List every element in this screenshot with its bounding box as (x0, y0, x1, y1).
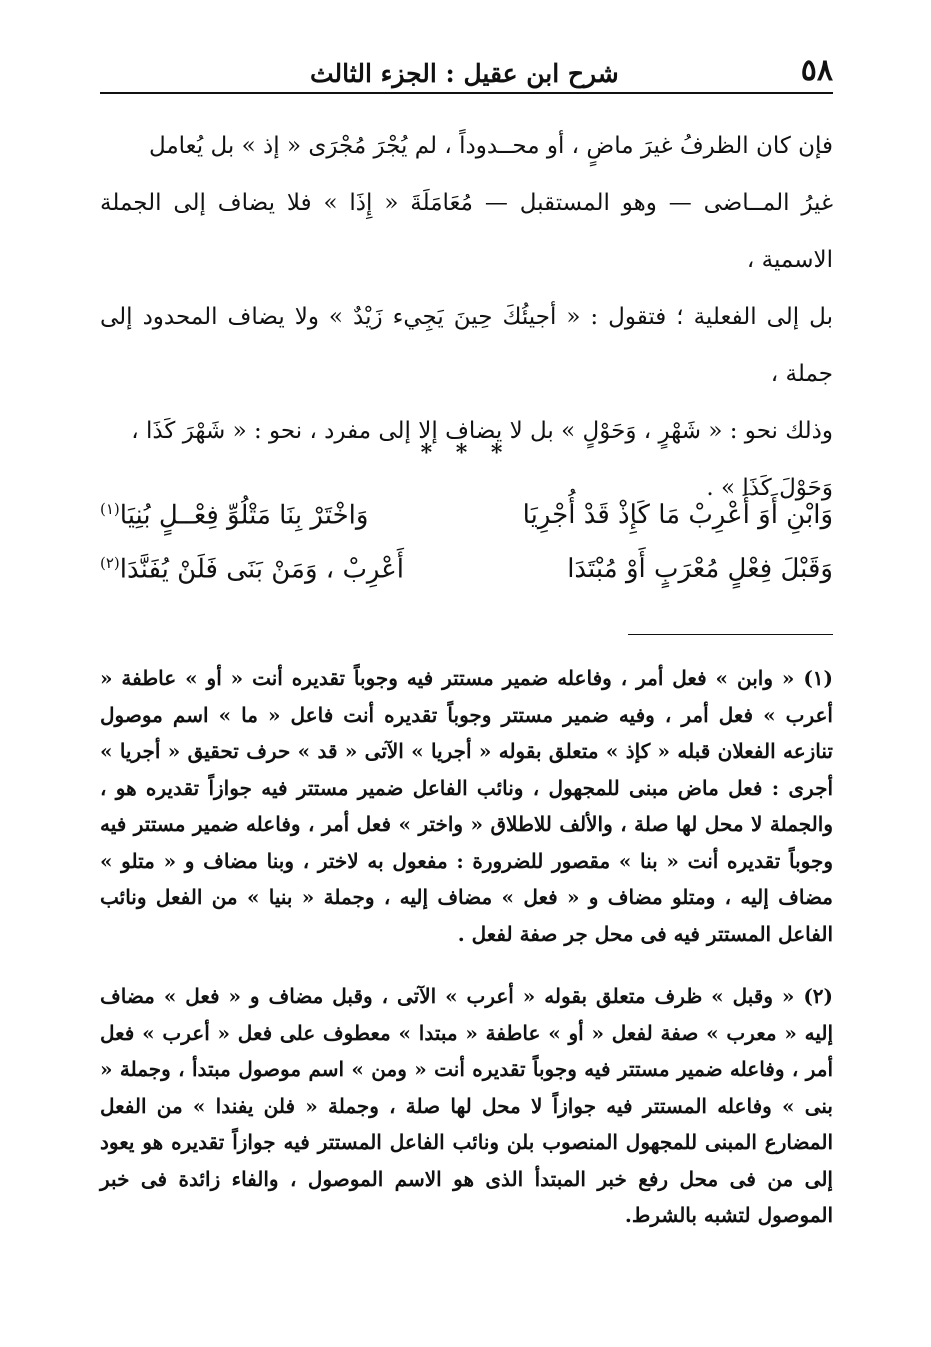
footnote-marker: (١) (100, 499, 120, 518)
footnote-line: وجوباً تقديره أنت « بنا » مقصور للضرورة : مفعول به لاختر ، وبنا مضاف و « متلو » (100, 848, 833, 873)
verse-line (100, 542, 833, 596)
body-line: غيرُ المــاضى — وهو المستقبل — مُعَامَلَةَ « إِذَا » فلا يضاف إلى الجملة الاسمية ، (100, 190, 833, 273)
running-title: شرح ابن عقيل : الجزء الثالث (310, 59, 619, 88)
page-number: ٥٨ (800, 53, 833, 88)
section-ornament: * * * (420, 440, 511, 466)
footnote-line: الموصول لتشبه بالشرط. (624, 1203, 833, 1227)
footnote (100, 978, 833, 1234)
footnote-marker: (٢) (100, 553, 120, 572)
footnote-line: مبتدأ ، وجملة « بنى » وفاعله المستتر فيه جوازاً لا محل لها صلة ، وجملة « فلن يفندا » من (100, 1057, 833, 1118)
footnote-number: (٢) (803, 984, 833, 1008)
footnote (100, 660, 833, 952)
footnotes (100, 660, 833, 1260)
footnote-number: (١) (803, 666, 834, 690)
footnote-separator (628, 634, 833, 635)
footnote-line: « وابن » فعل أمر ، وفاعله ضمير مستتر فيه وجوباً تقديره أنت « أو » عاطفة (121, 666, 795, 690)
verse-second-hemistich: وَاخْتَرْ بِنَا مَتْلُوِّ فِعْــلٍ بُنِيَا$^{(١)}$ (100, 499, 369, 531)
verse-first-hemistich: وَقَبْلَ فِعْلٍ مُعْرَبٍ أَوْ مُبْتَدَا (567, 554, 833, 584)
verse-block (100, 488, 833, 596)
verse-first-hemistich: وَابْنِ أَوَ أَعْرِبْ مَا كَإِذْ قَدْ أُجْرِيَا (522, 500, 833, 530)
footnote-line: الفعل المضارع المبنى للمجهول المنصوب بلن ونائب الفاعل المستتر فيه جوازاً تقديره هو (100, 1093, 833, 1154)
verse-second-hemistich: أَعْرِبْ ، وَمَنْ بَنَى فَلَنْ يُفَنَّدَا$^{(٢)}$ (100, 553, 405, 585)
footnote-line: « أعرب » فعل أمر ، وفيه ضمير مستتر وجوباً تقديره أنت فاعل « ما » اسم موصول (100, 666, 833, 727)
footnote-line: الفاعل المستتر فيه فى محل جر صفة لفعل . (457, 921, 833, 946)
footnote-line: تنازعه الفعلان قبله « كإذ » متعلق بقوله « أجريا » الآتى « قد » حرف تحقيق « أجريا » (100, 739, 833, 763)
footnote-line: والجملة لا محل لها صلة ، والألف للاطلاق « واختر » فعل أمر ، وفاعله ضمير مستتر فيه (100, 812, 833, 836)
verse-line (100, 488, 833, 542)
body-line: بل إلى الفعلية ؛ فتقول : « أجيئُكَ حِينَ يَجِيء زَيْدٌ » ولا يضاف المحدود إلى جملة ، (100, 304, 833, 387)
body-line: وَحَوْلَ كَذَا » . (706, 475, 833, 501)
body-line: فإن كان الظرفُ غيرَ ماضٍ ، أو محــدوداً ، لم يُجْرَ مُجْرَى « إذ » بل يُعامل (148, 133, 833, 159)
footnote-line: « وقبل » ظرف متعلق بقوله « أعرب » الآتى ، وقبل مضاف و « فعل » (163, 984, 795, 1008)
footnote-line: مضاف إليه « معرب » صفة لفعل « أو » عاطفة « مبتدا » معطوف على فعل « أعرب » (100, 984, 833, 1045)
running-header (100, 38, 833, 94)
footnote-line: أجرى : فعل ماض مبنى للمجهول ، ونائب الفاعل ضمير مستتر فيه جوازاً تقديره هو ، (100, 775, 833, 800)
footnote-line: مضاف إليه ، ومتلو مضاف و « فعل » مضاف إليه ، وجملة « بنيا » من الفعل ونائب (100, 885, 833, 909)
footnote-line: فعل أمر ، وفاعله ضمير مستتر فيه وجوباً تقديره أنت « ومن » اسم موصول (100, 1020, 834, 1081)
body-line: وذلك نحو : « شَهْرٍ ، وَحَوْلٍ » بل لا يضاف إلا إلى مفرد ، نحو : « شَهْرَ كَذَا ، (131, 418, 833, 444)
footnote-line: يعود إلى من فى محل رفع خبر المبتدأ الذى هو الاسم الموصول ، والفاء زائدة فى خبر (100, 1130, 833, 1191)
